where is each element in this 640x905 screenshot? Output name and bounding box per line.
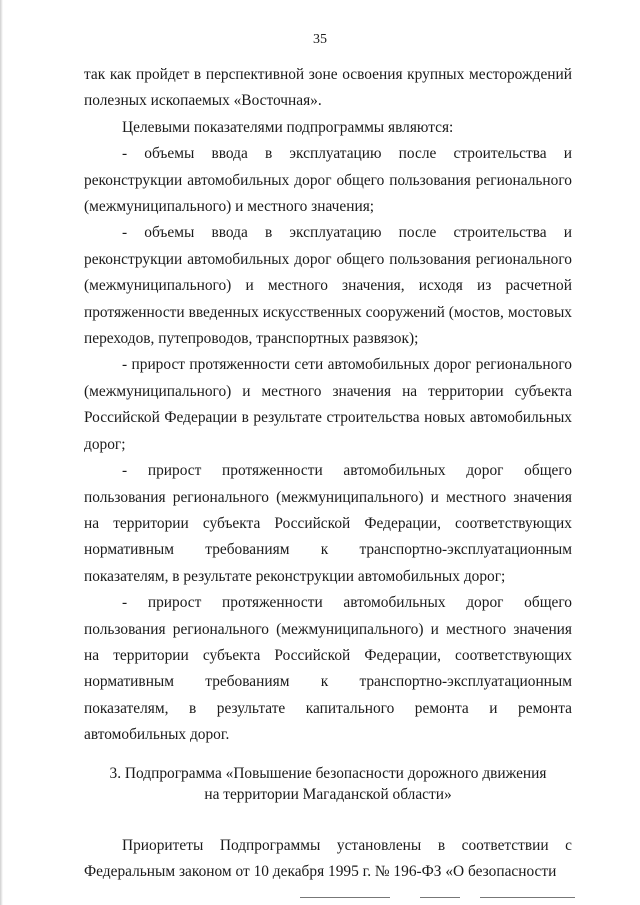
list-item: - объемы ввода в эксплуатацию после строительства и реконструкции автомобильных дорог общего пользования регионального (межмуниципального) и местного значения;: [84, 145, 572, 216]
bottom-scan-marks: [300, 897, 580, 899]
scan-mark: [420, 897, 460, 898]
page-edge-shadow: [0, 0, 3, 905]
scan-mark: [300, 897, 390, 898]
page-number: 35: [313, 32, 327, 47]
paragraph-continuation: так как пройдет в перспективной зоне освоения крупных месторождений полезных ископаемых «Восточная».: [84, 66, 572, 110]
document-body: [84, 62, 572, 885]
section-heading-line: 3. Подпрограмма «Повышение безопасности дорожного движения: [109, 764, 547, 782]
list-item: - прирост протяженности автомобильных дорог общего пользования регионального (межмуниципального) и местного значения на территории субъекта Российской Федерации, соответствующих нормативным требованиям к транспортно-эксплуатационным показателям, в результате реконструкции автомобильных дорог;: [84, 462, 572, 585]
scan-mark: [480, 897, 575, 898]
paragraph-priorities: Приоритеты Подпрограммы установлены в соответствии с Федеральным законом от 10 декабря 1995 г. № 196-ФЗ «О безопасности: [84, 836, 572, 880]
list-item: - прирост протяженности сети автомобильных дорог регионального (межмуниципального) и местного значения на территории субъекта Российской Федерации в результате строительства новых автомобильных дорог;: [84, 356, 572, 453]
list-item: - прирост протяженности автомобильных дорог общего пользования регионального (межмуниципального) и местного значения на территории субъекта Российской Федерации, соответствующих нормативным требованиям к транспортно-эксплуатационным показателям, в результате капитального ремонта и ремонта автомобильных дорог.: [84, 594, 572, 744]
spacer: [84, 805, 572, 833]
paragraph-targets-intro: Целевыми показателями подпрограммы являются:: [122, 118, 454, 136]
section-heading: [84, 763, 572, 805]
list-item: - объемы ввода в эксплуатацию после строительства и реконструкции автомобильных дорог общего пользования регионального (межмуниципального) и местного значения, исходя из расчетной протяженности введенных искусственных сооружений (мостов, мостовых переходов, путепроводов, транспортных развязок);: [84, 224, 572, 348]
section-heading-line: на территории Магаданской области»: [204, 785, 452, 803]
